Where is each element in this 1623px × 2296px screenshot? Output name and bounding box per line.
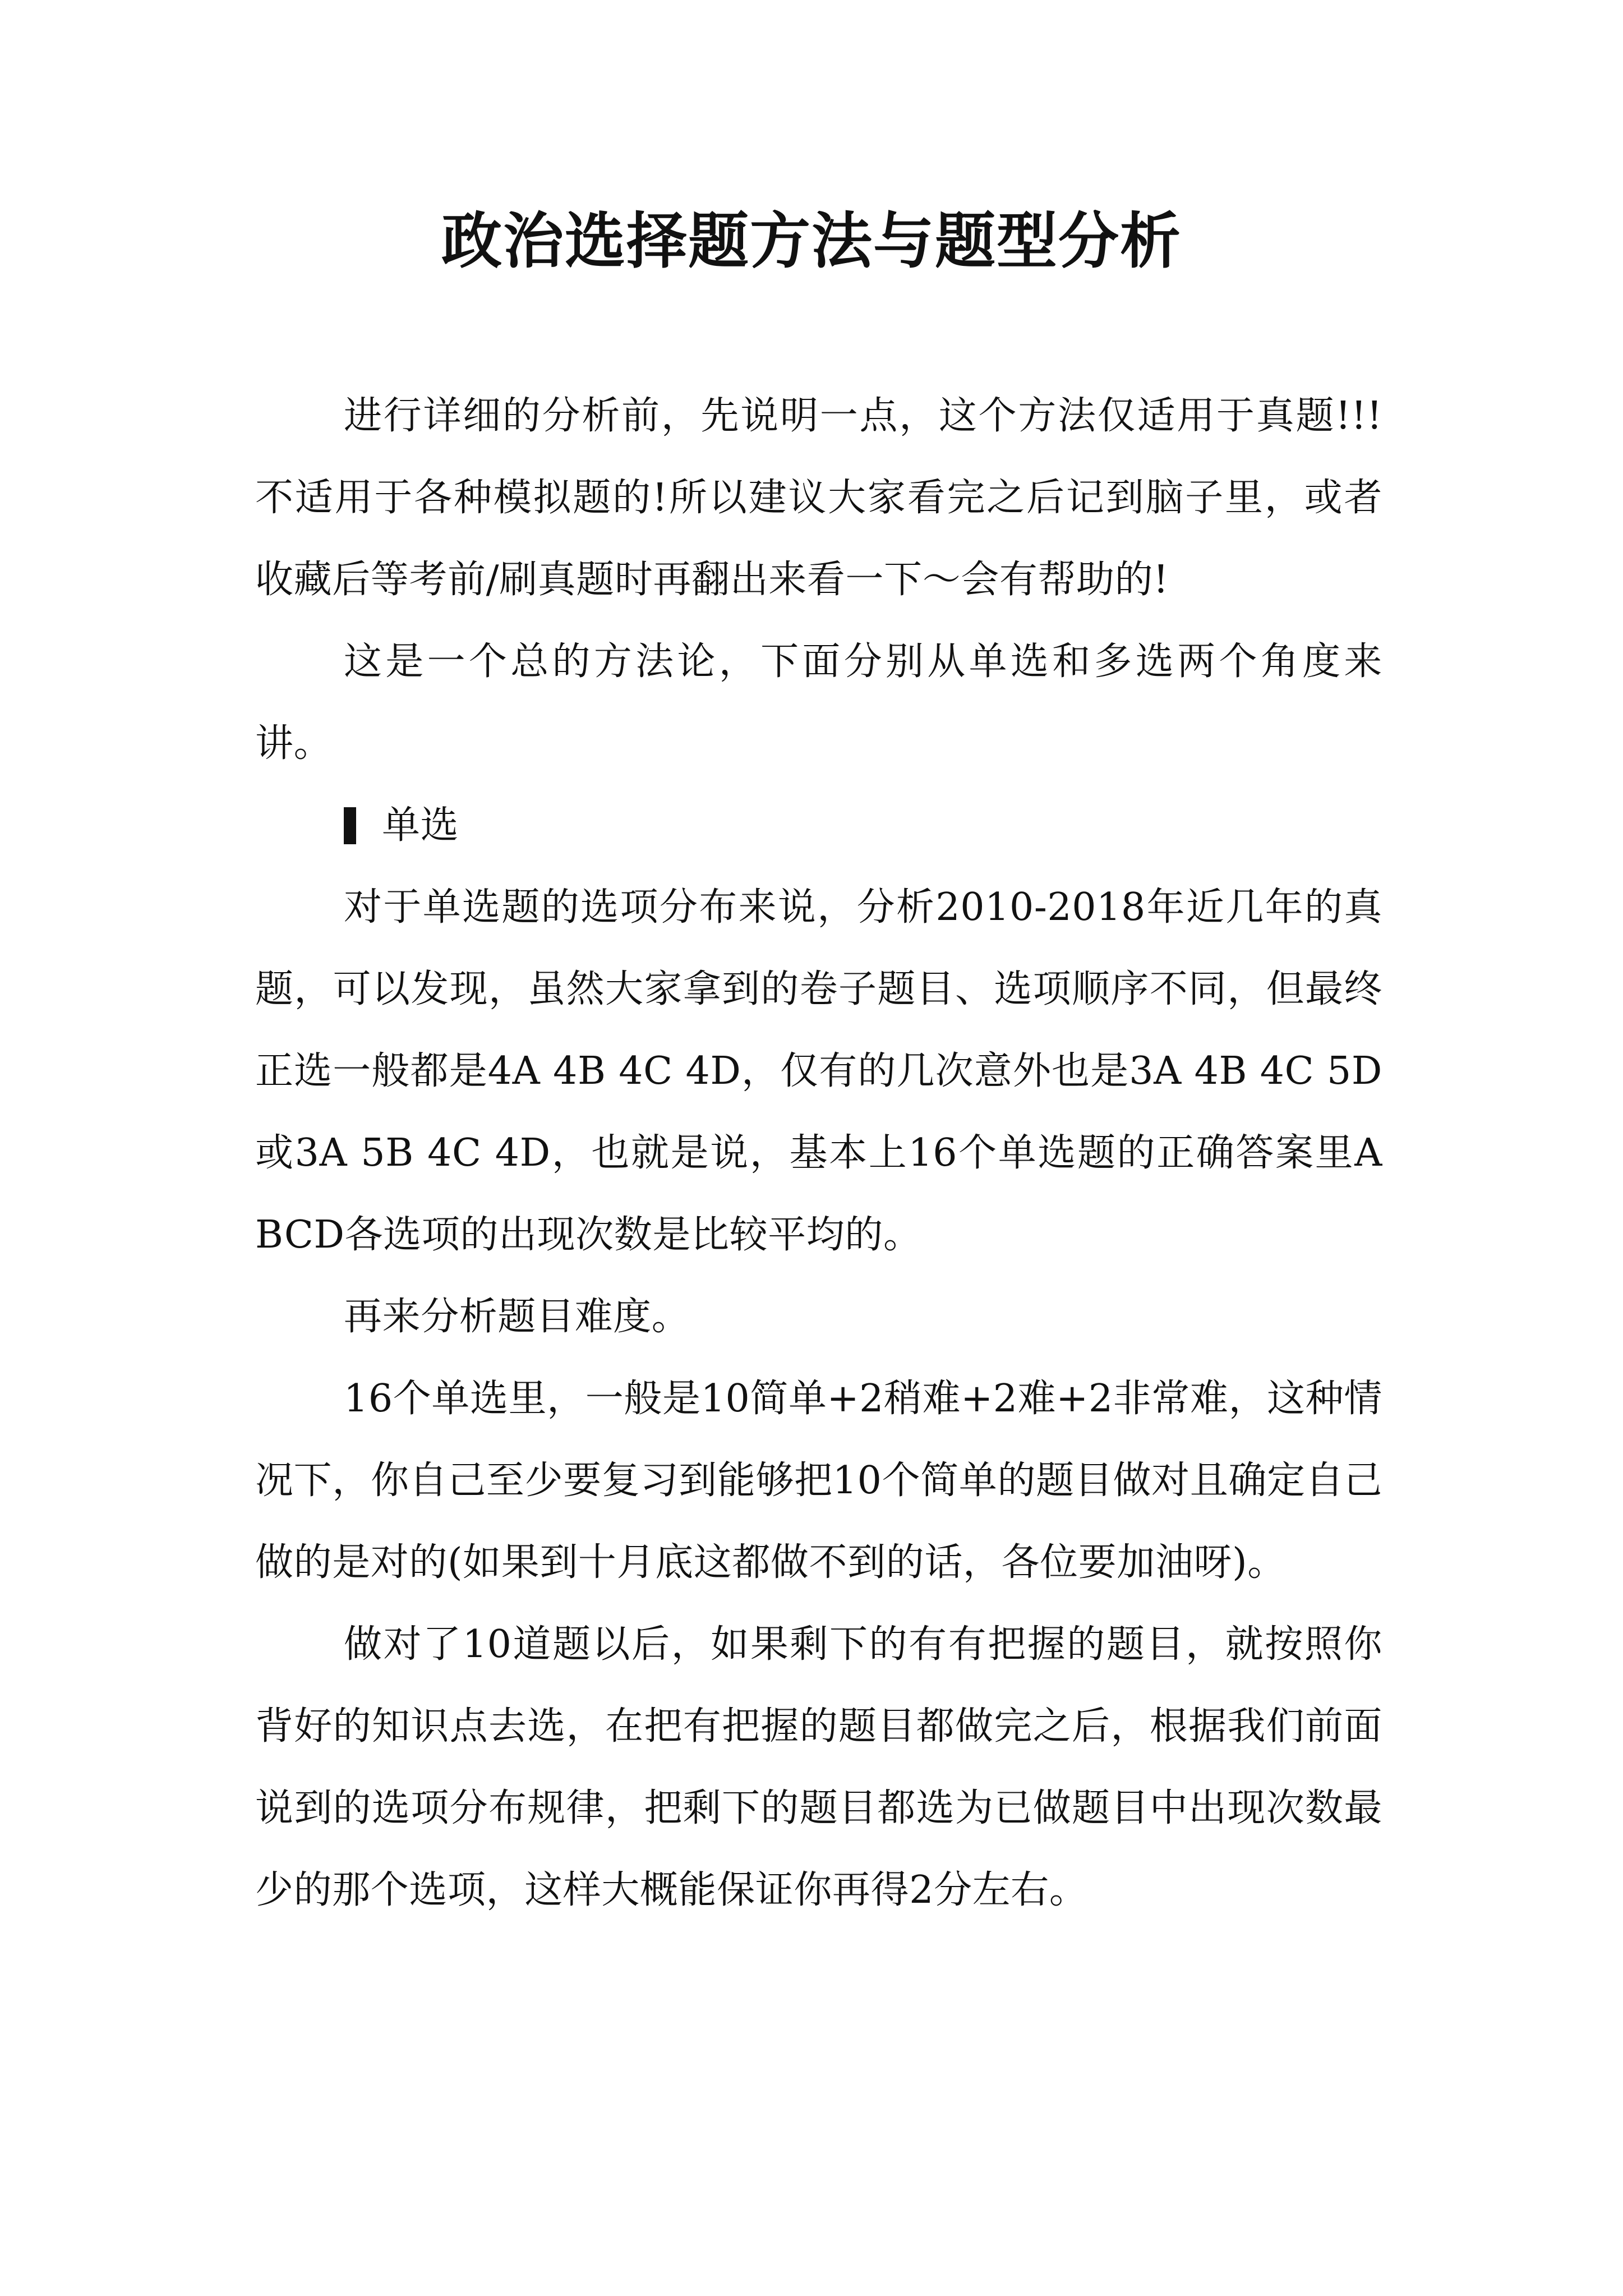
paragraph-difficulty-intro: 再来分析题目难度。 xyxy=(344,1295,690,1339)
paragraph-method-overview: 这是一个总的方法论，下面分别从单选和多选两个角度来讲。 xyxy=(255,639,1382,766)
document-body xyxy=(255,375,1382,1931)
heading-bar-icon xyxy=(344,807,356,844)
section-heading-label: 单选 xyxy=(382,803,459,848)
paragraph-option-distribution: 对于单选题的选项分布来说，分析2010-2018年近几年的真题，可以发现，虽然大家拿到的卷子题目、选项顺序不同，但最终正选一般都是4A 4B 4C 4D，仅有的几次意外也是3A 4B 4C 5D或3A 5B 4C 4D，也就是说，基本上16个单选题的正确答案里ABCD各选项的出现次数是比较平均的。 xyxy=(255,885,1382,1257)
paragraph-strategy: 做对了10道题以后，如果剩下的有有把握的题目，就按照你背好的知识点去选，在把有把握的题目都做完之后，根据我们前面说到的选项分布规律，把剩下的题目都选为已做题目中出现次数最少的那个选项，这样大概能保证你再得2分左右。 xyxy=(255,1622,1382,1912)
section-heading-single-choice xyxy=(255,785,1382,867)
paragraph-intro: 进行详细的分析前，先说明一点，这个方法仅适用于真题!!!不适用于各种模拟题的!所以建议大家看完之后记到脑子里，或者收藏后等考前/刷真题时再翻出来看一下～会有帮助的! xyxy=(255,394,1382,602)
paragraph-difficulty-breakdown: 16个单选里，一般是10简单+2稍难+2难+2非常难，这种情况下，你自己至少要复习到能够把10个简单的题目做对且确定自己做的是对的(如果到十月底这都做不到的话，各位要加油呀)。 xyxy=(255,1377,1382,1585)
document-title: 政治选择题方法与题型分析 xyxy=(441,206,1182,277)
